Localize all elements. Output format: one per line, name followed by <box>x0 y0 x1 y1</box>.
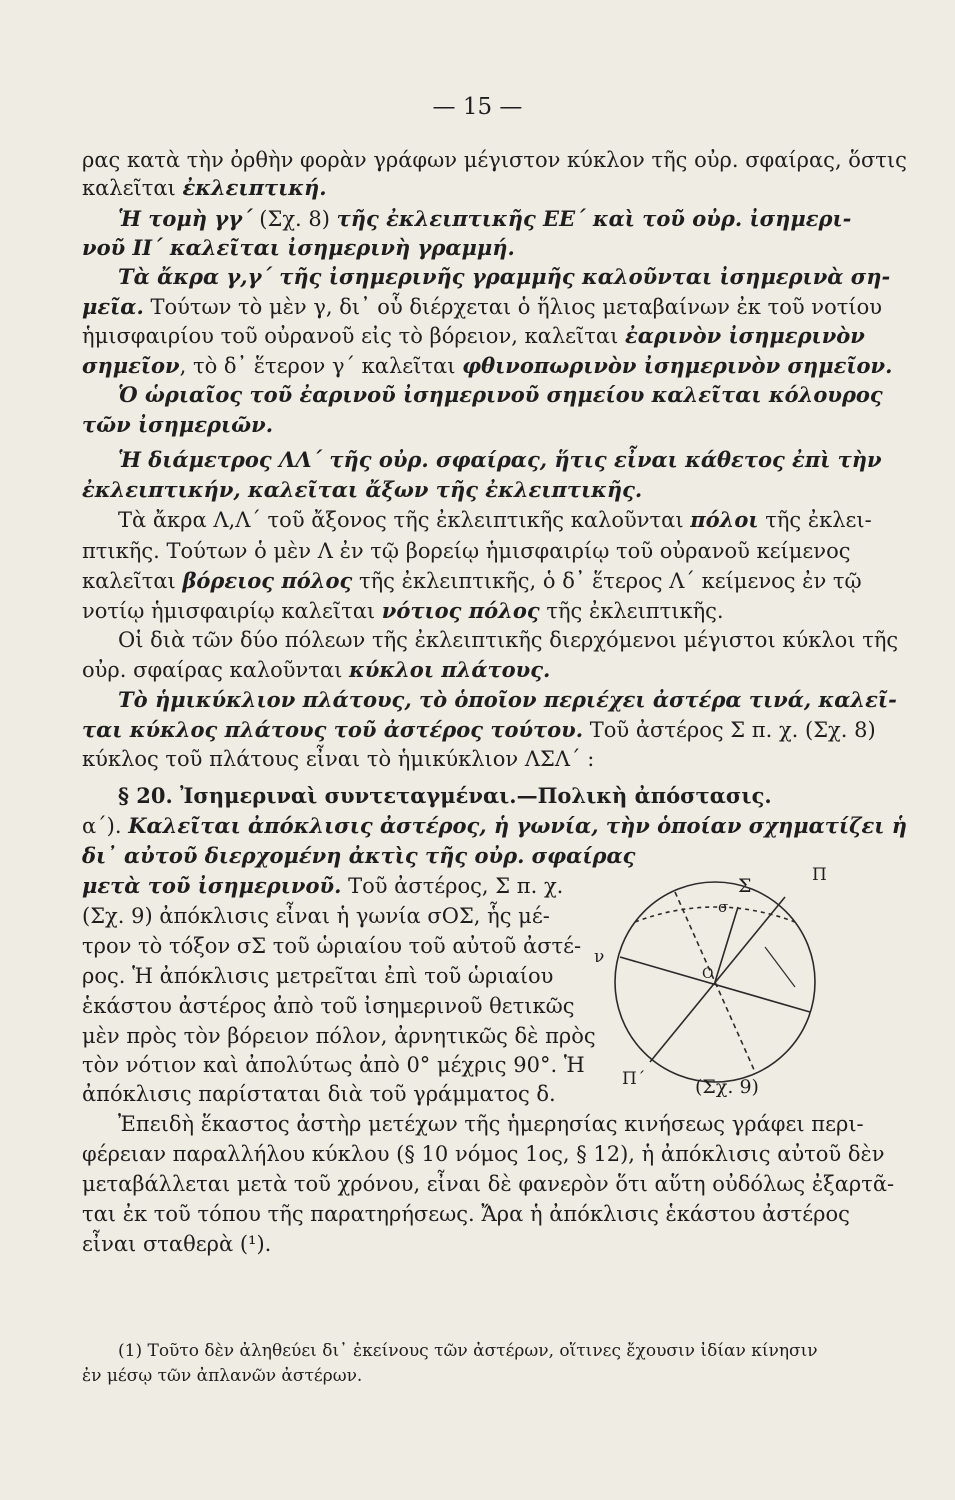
text-line: σημεῖον, τὸ δ᾿ ἕτερον γ΄ καλεῖται φθινοπωρινὸν ἰσημερινὸν σημεῖον. <box>82 353 893 378</box>
text-line: ρας κατὰ τὴν ὀρθὴν φορὰν γράφων μέγιστον κύκλον τῆς οὐρ. σφαίρας, ὅστις <box>82 148 907 172</box>
footnote-line: ἐν μέσῳ τῶν ἀπλανῶν ἀστέρων. <box>82 1366 363 1386</box>
figure-9-diagram <box>590 862 850 1102</box>
text-line: δι᾿ αὐτοῦ διερχομένη ἀκτὶς τῆς οὐρ. σφαίρας <box>82 843 636 868</box>
text-line: ἑκάστου ἀστέρος ἀπὸ τοῦ ἰσημερινοῦ θετικῶς <box>82 994 575 1018</box>
figure-caption: (Σχ. 9) <box>695 1076 759 1098</box>
polar-axis-line <box>650 897 785 1062</box>
text-line: τῶν ἰσημεριῶν. <box>82 412 274 437</box>
text-line: Τὰ ἄκρα Λ,Λ΄ τοῦ ἄξονος τῆς ἐκλειπτικῆς καλοῦνται πόλοι τῆς ἐκλει- <box>118 507 872 532</box>
text-line: καλεῖται βόρειος πόλος τῆς ἐκλειπτικῆς, ὁ δ᾿ ἕτερος Λ΄ κείμενος ἐν τῷ <box>82 568 862 593</box>
text-line: Ἐπειδὴ ἕκαστος ἀστὴρ μετέχων τῆς ἡμερησίας κινήσεως γράφει περι- <box>118 1112 864 1136</box>
term-ecliptic: ἐκλειπτική. <box>182 175 327 200</box>
text-line: ται κύκλος πλάτους τοῦ ἀστέρος τούτου. Τοῦ ἀστέρος Σ π. χ. (Σχ. 8) <box>82 717 876 742</box>
text-line: πτικῆς. Τούτων ὁ μὲν Λ ἐν τῷ βορείῳ ἡμισφαιρίῳ τοῦ οὐρανοῦ κείμενος <box>82 539 851 563</box>
text-line: Ὁ ὡριαῖος τοῦ ἐαρινοῦ ἰσημερινοῦ σημείου καλεῖται κόλουρος <box>118 382 883 407</box>
text-line: μεῖα. Τούτων τὸ μὲν γ, δι᾿ οὗ διέρχεται ὁ ἥλιος μεταβαίνων ἐκ τοῦ νοτίου <box>82 294 882 319</box>
text-line: νοτίῳ ἡμισφαιρίῳ καλεῖται νότιος πόλος τῆς ἐκλειπτικῆς. <box>82 598 724 623</box>
text-line: Ἡ διάμετρος ΛΛ΄ τῆς οὐρ. σφαίρας, ἥτις εἶναι κάθετος ἐπὶ τὴν <box>118 447 882 472</box>
label-sigma-star: Σ <box>738 875 752 897</box>
section-heading: § 20. Ἰσημεριναὶ συντεταγμέναι.—Πολικὴ ἀπόστασις. <box>118 783 772 808</box>
arrow-line <box>765 947 795 987</box>
equator-line <box>620 957 810 1012</box>
text-line: (Σχ. 9) ἀπόκλισις εἶναι ἡ γωνία σΟΣ, ἧς μέ- <box>82 904 550 928</box>
text-line: Οἱ διὰ τῶν δύο πόλεων τῆς ἐκλειπτικῆς διερχόμενοι μέγιστοι κύκλοι τῆς <box>118 628 899 652</box>
page-number: — 15 — <box>432 94 523 120</box>
text-line: τὸν νότιον καὶ ἀπολύτως ἀπὸ 0° μέχρις 90°. Ἡ <box>82 1053 585 1077</box>
text-line: ρος. Ἡ ἀπόκλισις μετρεῖται ἐπὶ τοῦ ὡριαίου <box>82 964 554 988</box>
text-line: Τὰ ἄκρα γ,γ΄ τῆς ἰσημερινῆς γραμμῆς καλοῦνται ἰσημερινὰ ση- <box>118 264 891 289</box>
label-center-o: Ο <box>702 966 714 982</box>
text-line: ται ἐκ τοῦ τόπου τῆς παρατηρήσεως. Ἄρα ἡ ἀπόκλισις ἑκάστου ἀστέρος <box>82 1202 850 1226</box>
label-north-pole: Π <box>812 865 827 885</box>
text-line: α΄). Καλεῖται ἀπόκλισις ἀστέρος, ἡ γωνία, τὴν ὁποίαν σχηματίζει ἡ <box>82 813 908 838</box>
text-line: ἡμισφαιρίου τοῦ οὐρανοῦ εἰς τὸ βόρειον, καλεῖται ἐαρινὸν ἰσημερινὸν <box>82 323 865 348</box>
text-line: μὲν πρὸς τὸν βόρειον πόλον, ἀρνητικῶς δὲ πρὸς <box>82 1024 596 1048</box>
text-line: Ἡ τομὴ γγ΄ (Σχ. 8) τῆς ἐκλειπτικῆς ΕΕ΄ καὶ τοῦ οὐρ. ἰσημερι- <box>118 206 852 231</box>
text-line: οὐρ. σφαίρας καλοῦνται κύκλοι πλάτους. <box>82 657 551 682</box>
star-ray-line <box>715 907 738 982</box>
text-line: καλεῖται ἐκλειπτική. <box>82 175 327 200</box>
text-line: ἀπόκλισις παρίσταται διὰ τοῦ γράμματος δ. <box>82 1082 556 1106</box>
text-line: φέρειαν παραλλήλου κύκλου (§ 10 νόμος 1ος, § 12), ἡ ἀπόκλισις αὐτοῦ δὲν <box>82 1142 885 1166</box>
label-south-pole: Π΄ <box>622 1069 646 1089</box>
footnote-line: (1) Τοῦτο δὲν ἀληθεύει δι᾿ ἐκείνους τῶν ἀστέρων, οἵτινες ἔχουσιν ἰδίαν κίνησιν <box>118 1341 818 1361</box>
text-line: ἐκλειπτικήν, καλεῖται ἄξων τῆς ἐκλειπτικῆς. <box>82 477 643 502</box>
text-line: μεταβάλλεται μετὰ τοῦ χρόνου, εἶναι δὲ φανερὸν ὅτι αὕτη οὐδόλως ἐξαρτᾶ- <box>82 1172 895 1196</box>
text-line: μετὰ τοῦ ἰσημερινοῦ. Τοῦ ἀστέρος, Σ π. χ. <box>82 873 564 898</box>
text-line: τρον τὸ τόξον σΣ τοῦ ὡριαίου τοῦ αὐτοῦ ἀστέ- <box>82 934 582 958</box>
label-small-sigma: σ <box>718 898 729 916</box>
text-line: κύκλος τοῦ πλάτους εἶναι τὸ ἡμικύκλιον ΛΣΛ΄ : <box>82 747 595 771</box>
text-line: Τὸ ἡμικύκλιον πλάτους, τὸ ὁποῖον περιέχει ἀστέρα τινά, καλεῖ- <box>118 687 897 712</box>
label-nu: ν <box>594 947 605 967</box>
text-line: νοῦ ΙΙ΄ καλεῖται ἰσημερινὴ γραμμή. <box>82 235 515 260</box>
text-line: εἶναι σταθερὰ (¹). <box>82 1232 272 1256</box>
